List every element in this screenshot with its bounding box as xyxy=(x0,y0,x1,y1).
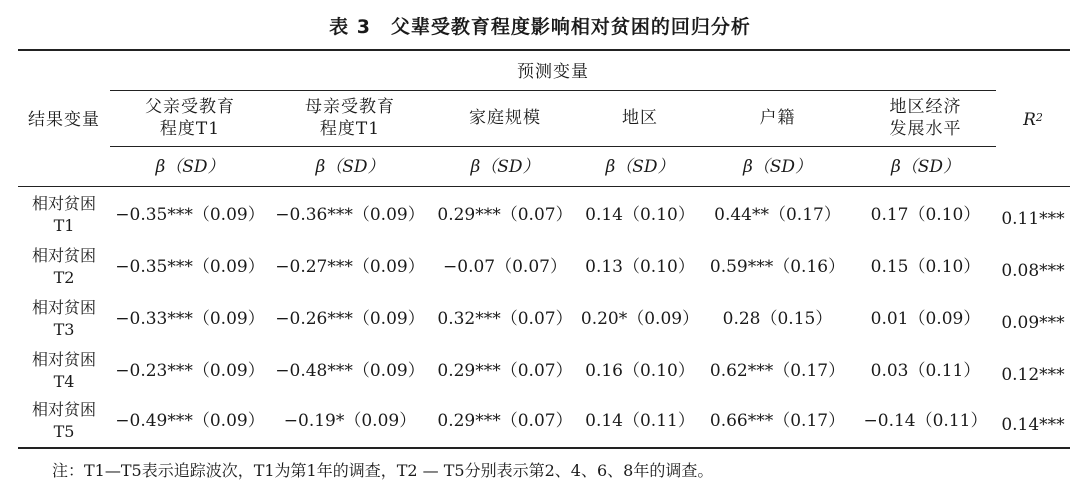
r-squared-cell: 0.12*** xyxy=(1001,365,1065,385)
column-header-family-size xyxy=(430,92,580,144)
bottom-rule xyxy=(18,447,1070,449)
table-title: 表 3 父辈受教育程度影响相对贫困的回归分析 xyxy=(329,16,751,38)
table-cell: 0.17（0.10） xyxy=(870,205,981,225)
column-header-regional-economy xyxy=(855,92,996,144)
predictors-underline xyxy=(110,90,996,91)
column-header-line2: 发展水平 xyxy=(889,119,962,139)
table-cell: 0.32***（0.07） xyxy=(437,309,573,329)
table-cell: 0.29***（0.07） xyxy=(437,411,573,431)
table-cell: 0.15（0.10） xyxy=(870,257,981,277)
row-label xyxy=(18,347,110,395)
column-header-line1: 户籍 xyxy=(759,108,796,128)
table-cell: −0.35***（0.09） xyxy=(115,205,265,225)
r-squared-cell: 0.09*** xyxy=(1001,313,1065,333)
column-header-underline xyxy=(110,146,996,147)
row-label-line1: 相对贫困 xyxy=(31,298,96,317)
row-label-line1: 相对贫困 xyxy=(31,246,96,265)
row-label-line1: 相对贫困 xyxy=(31,350,96,369)
row-label xyxy=(18,191,110,239)
table-cell: 0.14（0.10） xyxy=(585,205,695,225)
table-cell: 0.20*（0.09） xyxy=(580,309,700,329)
beta-sd-header: β（SD） xyxy=(315,157,385,177)
table-cell: 0.03（0.11） xyxy=(870,361,981,381)
column-header-line2: 程度T1 xyxy=(159,119,221,139)
row-label-line2: T2 xyxy=(53,268,75,287)
column-header-line1: 地区 xyxy=(622,108,658,128)
r-squared-header xyxy=(996,96,1070,144)
table-cell: −0.26***（0.09） xyxy=(275,309,425,329)
row-label xyxy=(18,295,110,343)
table-cell: 0.28（0.15） xyxy=(722,309,833,329)
row-label-line2: T3 xyxy=(53,320,75,339)
table-cell: −0.49***（0.09） xyxy=(115,411,265,431)
row-label xyxy=(18,243,110,291)
table-cell: −0.36***（0.09） xyxy=(275,205,425,225)
table-cell: −0.23***（0.09） xyxy=(115,361,265,381)
column-header-region xyxy=(580,92,700,144)
column-header-line1: 家庭规模 xyxy=(469,108,541,128)
table-cell: 0.59***（0.16） xyxy=(709,257,846,277)
table-cell: −0.14（0.11） xyxy=(863,411,988,431)
table-cell: 0.13（0.10） xyxy=(585,257,695,277)
beta-sd-header: β（SD） xyxy=(742,157,813,177)
table-cell: −0.07（0.07） xyxy=(443,257,567,277)
r-squared-cell: 0.14*** xyxy=(1001,415,1065,435)
r-squared-cell: 0.11*** xyxy=(1001,209,1065,229)
beta-sd-header: β（SD） xyxy=(605,157,675,177)
row-label-line2: T4 xyxy=(53,372,75,391)
column-header-line1: 地区经济 xyxy=(889,97,962,117)
table-cell: −0.35***（0.09） xyxy=(115,257,265,277)
column-header-father-education xyxy=(110,92,270,144)
row-label xyxy=(18,397,110,445)
top-rule xyxy=(18,49,1070,51)
beta-sd-header: β（SD） xyxy=(890,157,961,177)
column-header-line2: 程度T1 xyxy=(319,119,381,139)
table-cell: 0.62***（0.17） xyxy=(709,361,846,381)
table-cell: 0.29***（0.07） xyxy=(437,361,573,381)
column-header-hukou xyxy=(700,92,855,144)
beta-sd-header: β（SD） xyxy=(470,157,540,177)
column-header-line1: 父亲受教育 xyxy=(145,97,235,117)
table-cell: 0.14（0.11） xyxy=(585,411,695,431)
row-label-line2: T1 xyxy=(53,216,75,235)
outcome-header: 结果变量 xyxy=(28,110,100,130)
r-squared-cell: 0.08*** xyxy=(1001,261,1065,281)
r-squared-superscript: 2 xyxy=(1035,111,1043,124)
table-cell: 0.66***（0.17） xyxy=(709,411,846,431)
table-cell: 0.16（0.10） xyxy=(585,361,695,381)
table-cell: −0.27***（0.09） xyxy=(275,257,425,277)
table-cell: 0.29***（0.07） xyxy=(437,205,573,225)
table-cell: −0.33***（0.09） xyxy=(115,309,265,329)
beta-sd-header: β（SD） xyxy=(155,157,225,177)
r-squared-label: R xyxy=(1023,110,1036,130)
table-cell: −0.19*（0.09） xyxy=(283,411,417,431)
column-header-mother-education xyxy=(270,92,430,144)
table-cell: 0.01（0.09） xyxy=(870,309,981,329)
row-label-line2: T5 xyxy=(53,422,75,441)
predictors-header: 预测变量 xyxy=(517,62,589,82)
table-cell: −0.48***（0.09） xyxy=(275,361,425,381)
row-label-line1: 相对贫困 xyxy=(31,400,96,419)
column-header-line1: 母亲受教育 xyxy=(305,97,395,117)
row-label-line1: 相对贫困 xyxy=(31,194,96,213)
table-note: 注：T1—T5表示追踪波次，T1为第1年的调查，T2 — T5分别表示第2、4、6、8年的调查。 xyxy=(52,461,714,480)
table-cell: 0.44**（0.17） xyxy=(714,205,841,225)
header-bottom-rule xyxy=(18,186,1070,187)
